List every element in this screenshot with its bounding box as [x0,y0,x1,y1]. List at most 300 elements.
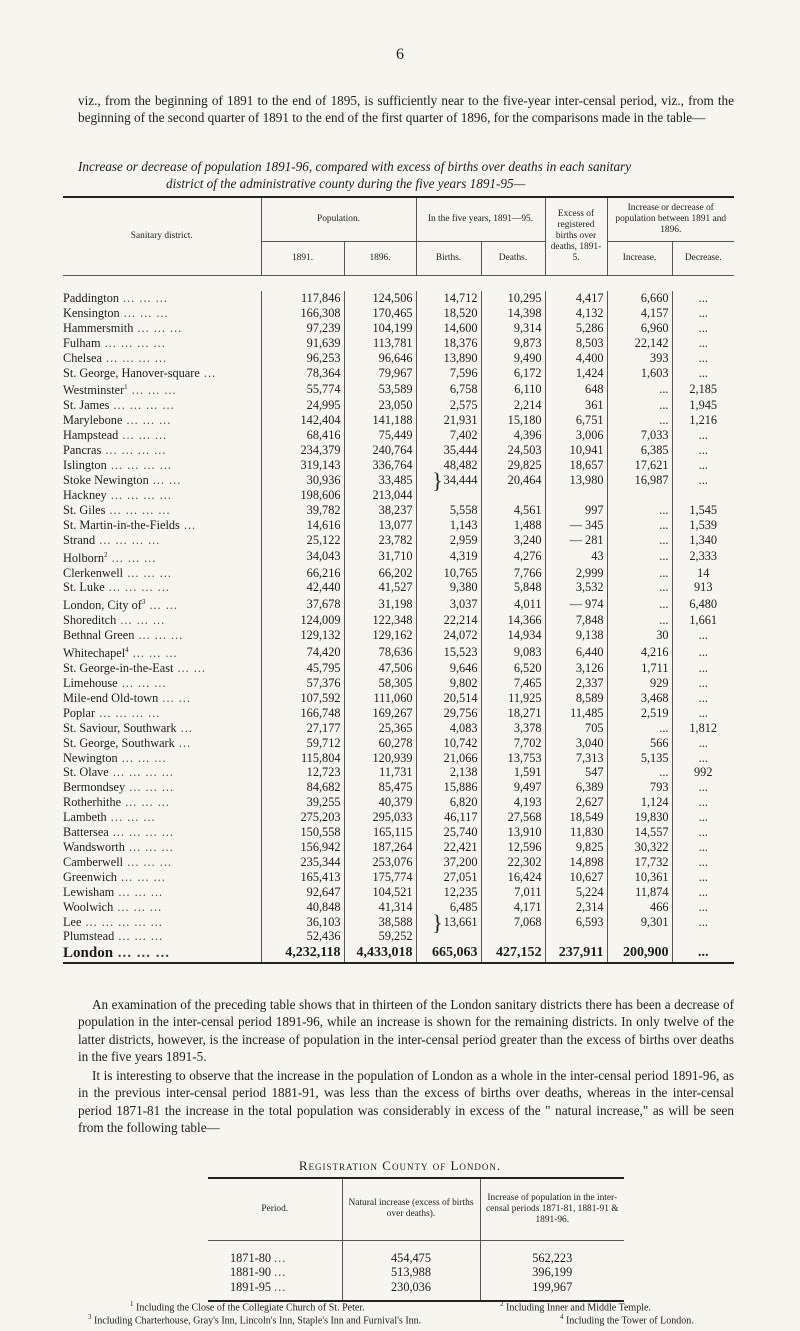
cell-inc: 14,557 [607,825,672,840]
district-name: Strand ... ... ... ... [63,532,161,547]
district-name: St. George, Southwark ... [63,735,192,750]
cell-p1896: 23,782 [344,533,416,548]
cell-deaths: 427,152 [481,944,545,963]
cell-births: }34,444 [416,473,481,488]
cell-deaths: 1,488 [481,518,545,533]
cell-excess: 5,224 [545,885,607,900]
district-name: Lewisham ... ... ... [63,884,164,899]
cell-excess: 5,286 [545,321,607,336]
header-1896: 1896. [344,241,416,275]
cell-inc: 929 [607,676,672,691]
cell-p1896: 120,939 [344,751,416,766]
cell-p1891: 40,848 [261,900,344,915]
cell-inc: 6,385 [607,443,672,458]
cell-deaths: 6,110 [481,380,545,398]
cell-excess: 10,941 [545,443,607,458]
cell-births: 18,376 [416,336,481,351]
cell-inc: 2,519 [607,706,672,721]
cell-excess: 7,313 [545,751,607,766]
cell-p1896: 13,077 [344,518,416,533]
cell-deaths [481,488,545,503]
cell-deaths: 6,172 [481,366,545,381]
table-row [63,458,734,473]
cell-inc: 10,361 [607,870,672,885]
cell-p1896: 122,348 [344,613,416,628]
cell-births: 24,072 [416,628,481,643]
cell-births: 10,765 [416,566,481,581]
table-row [63,795,734,810]
cell-p1896: 111,060 [344,691,416,706]
reg-period: 1881-90 ... [230,1265,287,1279]
cell-deaths: 1,591 [481,765,545,780]
cell-dec: ... [672,751,734,766]
district-name: Chelsea ... ... ... ... [63,350,168,365]
cell-dec: ... [672,306,734,321]
cell-births: 9,802 [416,676,481,691]
district-name: Rotherhithe ... ... ... [63,795,170,810]
cell-dec: ... [672,676,734,691]
cell-excess: 3,040 [545,736,607,751]
cell-excess: 8,503 [545,336,607,351]
cell-births: 2,575 [416,398,481,413]
cell-p1891: 124,009 [261,613,344,628]
cell-births: 6,820 [416,795,481,810]
cell-births: 4,319 [416,548,481,566]
cell-births: 35,444 [416,443,481,458]
table-row [63,929,734,944]
paragraph-examination: An examination of the preceding table shows that in thirteen of the London sanitary districts there has been a decrease of population in the inter-censal period 1891-96, while an increase is shown for the remaining districts. In only twelve of the latter districts, however, is the increase of population in the inter-censal period greater than the excess of births over deaths in the five years 1891-5. [78,997,734,1065]
cell-dec: 2,185 [672,380,734,398]
district-name: Whitechapel$^4$ ... ... ... [63,646,178,661]
cell-p1896: 165,115 [344,825,416,840]
cell-p1891: 52,436 [261,929,344,944]
cell-p1891: 156,942 [261,840,344,855]
reg-table-row [208,1240,624,1265]
cell-dec: ... [672,351,734,366]
cell-dec [672,488,734,503]
cell-excess: 6,593 [545,915,607,930]
district-name: Westminster$^1$ ... ... ... [63,383,177,398]
cell-births: 2,138 [416,765,481,780]
cell-p1891: 84,682 [261,780,344,795]
cell-p1896: 175,774 [344,870,416,885]
cell-dec: ... [672,628,734,643]
cell-deaths: 14,366 [481,613,545,628]
cell-p1891: 97,239 [261,321,344,336]
cell-dec: ... [672,915,734,930]
header-deaths: Deaths. [481,241,545,275]
cell-excess: 2,337 [545,676,607,691]
table-row [63,751,734,766]
cell-p1891: 4,232,118 [261,944,344,963]
district-name: Poplar ... ... ... ... [63,705,161,720]
cell-dec: ... [672,810,734,825]
cell-p1891: 42,440 [261,580,344,595]
cell-births: }13,661 [416,915,481,930]
cell-inc: 7,033 [607,428,672,443]
reg-period: 1871-80 ... [230,1250,287,1265]
cell-births: 665,063 [416,944,481,963]
cell-inc: ... [607,613,672,628]
cell-p1896: 60,278 [344,736,416,751]
cell-excess: 997 [545,503,607,518]
table-row [63,366,734,381]
cell-p1891: 275,203 [261,810,344,825]
cell-p1891: 74,420 [261,643,344,661]
table-row [63,643,734,661]
district-name: Shoreditch ... ... ... [63,613,166,628]
district-name: Pancras ... ... ... ... [63,443,167,458]
cell-excess: 9,825 [545,840,607,855]
cell-births: 5,558 [416,503,481,518]
cell-births: 14,712 [416,291,481,306]
cell-inc: ... [607,413,672,428]
cell-p1891: 166,748 [261,706,344,721]
header-population: Population. [261,197,416,241]
table-row [63,306,734,321]
cell-p1896: 113,781 [344,336,416,351]
registration-table-body [208,1240,624,1301]
cell-inc: 30 [607,628,672,643]
cell-dec: ... [672,780,734,795]
cell-births [416,929,481,944]
cell-births: 20,514 [416,691,481,706]
cell-p1891: 142,404 [261,413,344,428]
footnote-2: $^2$ Including Inner and Middle Temple. [500,1300,651,1314]
table-body [63,275,734,963]
cell-excess: 237,911 [545,944,607,963]
cell-p1896: 141,188 [344,413,416,428]
cell-dec [672,929,734,944]
cell-dec: 1,545 [672,503,734,518]
cell-deaths: 7,766 [481,566,545,581]
district-name: Wandsworth ... ... ... [63,840,174,854]
cell-inc: ... [607,533,672,548]
footnote-1: $^1$ Including the Close of the Collegiate Church of St. Peter. [130,1300,365,1314]
cell-p1896: 59,252 [344,929,416,944]
cell-excess: 361 [545,398,607,413]
cell-births: 2,959 [416,533,481,548]
footnote-4: $^4$ Including the Tower of London. [560,1313,694,1327]
cell-deaths: 12,596 [481,840,545,855]
cell-births: 10,742 [416,736,481,751]
cell-inc: ... [607,503,672,518]
cell-p1896: 47,506 [344,661,416,676]
district-name: Kensington ... ... ... [63,305,169,320]
cell-excess: 9,138 [545,628,607,643]
table-row [63,765,734,780]
cell-excess: 7,848 [545,613,607,628]
cell-dec: ... [672,870,734,885]
reg-natural: 513,988 [342,1265,480,1280]
cell-excess: 3,532 [545,580,607,595]
cell-births: 22,421 [416,840,481,855]
cell-p1891: 107,592 [261,691,344,706]
cell-inc: ... [607,548,672,566]
cell-inc: 6,960 [607,321,672,336]
cell-deaths [481,929,545,944]
cell-dec: ... [672,473,734,488]
cell-excess: 648 [545,380,607,398]
cell-births: 13,890 [416,351,481,366]
cell-excess [545,929,607,944]
district-name: Lee ... ... ... ... ... [63,914,163,929]
reg-header-period: Period. [208,1178,342,1240]
cell-excess: 2,999 [545,566,607,581]
cell-dec: ... [672,855,734,870]
cell-p1891: 165,413 [261,870,344,885]
table-row [63,503,734,518]
cell-p1896: 40,379 [344,795,416,810]
cell-p1896: 33,485 [344,473,416,488]
district-name: St. James ... ... ... ... [63,398,175,413]
paragraph-interesting: It is interesting to observe that the increase in the population of London as a whole in the inter-censal period 1891-96, as in the previous inter-censal period 1881-91, was less than the excess of births over deaths, whereas in the inter-censal period 1871-81 the increase in the total population was considerably in excess of the " natural increase," as will be seen from the following table— [78,1068,734,1136]
cell-births: 12,235 [416,885,481,900]
cell-inc: ... [607,765,672,780]
cell-deaths: 7,068 [481,915,545,930]
table-row [63,566,734,581]
registration-table-title: Registration County of London. [298,1158,502,1173]
cell-p1896: 336,764 [344,458,416,473]
cell-inc: ... [607,595,672,613]
cell-excess: 18,657 [545,458,607,473]
cell-deaths: 29,825 [481,458,545,473]
cell-p1891: 91,639 [261,336,344,351]
district-name: Greenwich ... ... ... [63,869,166,884]
reg-table-row [208,1265,624,1280]
district-name: Bethnal Green ... ... ... [63,628,184,643]
header-excess: Excess of registered births over deaths, 1891-5. [545,197,607,275]
cell-inc: 16,987 [607,473,672,488]
cell-inc: 11,874 [607,885,672,900]
cell-deaths: 7,011 [481,885,545,900]
table-row [63,413,734,428]
cell-p1891: 30,936 [261,473,344,488]
cell-dec: ... [672,291,734,306]
cell-inc: 393 [607,351,672,366]
district-name: Woolwich ... ... ... [63,899,163,914]
cell-p1896: 129,162 [344,628,416,643]
cell-births: 6,485 [416,900,481,915]
cell-inc: 5,135 [607,751,672,766]
cell-deaths: 11,925 [481,691,545,706]
cell-inc: 4,216 [607,643,672,661]
cell-excess: 13,980 [545,473,607,488]
cell-deaths: 2,214 [481,398,545,413]
cell-deaths: 18,271 [481,706,545,721]
table-row [63,676,734,691]
cell-excess: 6,751 [545,413,607,428]
header-1891: 1891. [261,241,344,275]
cell-p1896: 240,764 [344,443,416,458]
district-name: St. Olave ... ... ... ... [63,765,174,780]
cell-excess: 547 [545,765,607,780]
cell-dec: 1,945 [672,398,734,413]
district-name: St. George, Hanover-square ... [63,365,217,380]
cell-excess: 6,440 [545,643,607,661]
cell-p1896: 253,076 [344,855,416,870]
cell-inc: 200,900 [607,944,672,963]
district-name: Marylebone ... ... ... [63,413,172,428]
cell-deaths: 14,398 [481,306,545,321]
district-name: Limehouse ... ... ... [63,676,167,691]
cell-p1896: 96,646 [344,351,416,366]
cell-inc: 566 [607,736,672,751]
cell-p1891: 150,558 [261,825,344,840]
cell-births: 6,758 [416,380,481,398]
header-five-years: In the five years, 1891—95. [416,197,545,241]
cell-p1896: 66,202 [344,566,416,581]
cell-deaths: 4,011 [481,595,545,613]
table-row [63,691,734,706]
intro-paragraph: viz., from the beginning of 1891 to the end of 1895, is sufficiently near to the five-year inter-censal period, viz., from the beginning of the second quarter of 1891 to the end of the first quarter of 1896, for the comparisons made in the table— [78,93,734,126]
cell-dec: ... [672,443,734,458]
cell-deaths: 20,464 [481,473,545,488]
cell-births: 29,756 [416,706,481,721]
cell-births: 14,600 [416,321,481,336]
cell-excess: 43 [545,548,607,566]
district-name: Paddington ... ... ... [63,291,168,305]
cell-dec: ... [672,795,734,810]
cell-excess: 14,898 [545,855,607,870]
cell-inc: 6,660 [607,291,672,306]
cell-excess: — 345 [545,518,607,533]
cell-deaths: 6,520 [481,661,545,676]
cell-inc: 17,621 [607,458,672,473]
cell-dec: ... [672,706,734,721]
reg-header-increase: Increase of population in the inter-censal periods 1871-81, 1881-91 & 1891-96. [480,1178,624,1240]
cell-inc: 9,301 [607,915,672,930]
cell-p1891: 14,616 [261,518,344,533]
cell-excess: 11,485 [545,706,607,721]
cell-dec: ... [672,458,734,473]
cell-inc: 4,157 [607,306,672,321]
cell-p1896: 187,264 [344,840,416,855]
cell-excess: 10,627 [545,870,607,885]
cell-p1896: 169,267 [344,706,416,721]
cell-p1891: 115,804 [261,751,344,766]
cell-p1891: 27,177 [261,721,344,736]
district-name: Lambeth ... ... ... [63,810,156,825]
cell-dec: 992 [672,765,734,780]
table-row [63,661,734,676]
reg-increase: 199,967 [480,1280,624,1302]
cell-excess: 3,126 [545,661,607,676]
cell-inc: 793 [607,780,672,795]
cell-inc: 1,124 [607,795,672,810]
cell-inc: ... [607,380,672,398]
cell-excess: 3,006 [545,428,607,443]
table-row [63,548,734,566]
cell-deaths: 4,561 [481,503,545,518]
cell-p1891: 166,308 [261,306,344,321]
reg-header-natural: Natural increase (excess of births over deaths). [342,1178,480,1240]
caption-line-1: Increase or decrease of population 1891-96, compared with excess of births over deaths in each sanitary [78,159,632,174]
table-row [63,380,734,398]
cell-deaths: 3,378 [481,721,545,736]
table-row [63,473,734,488]
cell-deaths: 16,424 [481,870,545,885]
table-row [63,810,734,825]
header-inc-dec: Increase or decrease of population between 1891 and 1896. [607,197,734,241]
cell-p1896: 75,449 [344,428,416,443]
header-increase: Increase. [607,241,672,275]
cell-deaths: 9,497 [481,780,545,795]
table-row [63,855,734,870]
footnote-3: $^3$ Including Charterhouse, Gray's Inn, Lincoln's Inn, Staple's Inn and Furnival's Inn. [88,1313,422,1327]
cell-deaths: 4,193 [481,795,545,810]
cell-births: 7,596 [416,366,481,381]
cell-p1891: 37,678 [261,595,344,613]
cell-deaths: 4,396 [481,428,545,443]
cell-p1896: 41,527 [344,580,416,595]
cell-p1896: 124,506 [344,291,416,306]
cell-inc: ... [607,518,672,533]
cell-deaths: 9,490 [481,351,545,366]
header-district: Sanitary district. [63,197,261,275]
cell-births: 25,740 [416,825,481,840]
table-row [63,321,734,336]
cell-p1891: 12,723 [261,765,344,780]
cell-excess: 1,424 [545,366,607,381]
cell-dec: ... [672,428,734,443]
table-row [63,351,734,366]
header-births: Births. [416,241,481,275]
district-name: Stoke Newington ... ... [63,472,182,487]
table-row [63,721,734,736]
cell-dec: 1,340 [672,533,734,548]
cell-excess [545,488,607,503]
cell-p1891: 96,253 [261,351,344,366]
cell-p1896: 213,044 [344,488,416,503]
reg-natural: 454,475 [342,1240,480,1265]
cell-inc: ... [607,398,672,413]
cell-deaths: 10,295 [481,291,545,306]
cell-dec: ... [672,825,734,840]
cell-inc: 22,142 [607,336,672,351]
cell-p1891: 117,846 [261,291,344,306]
table-row [63,488,734,503]
cell-p1896: 295,033 [344,810,416,825]
district-name: Fulham ... ... ... ... [63,335,166,350]
district-name: Hammersmith ... ... ... [63,320,183,335]
cell-excess: 705 [545,721,607,736]
cell-p1891: 55,774 [261,380,344,398]
cell-dec: 2,333 [672,548,734,566]
cell-dec: ... [672,944,734,963]
table-row [63,628,734,643]
cell-inc: 19,830 [607,810,672,825]
cell-deaths: 9,314 [481,321,545,336]
cell-p1896: 58,305 [344,676,416,691]
cell-deaths: 27,568 [481,810,545,825]
cell-p1891: 235,344 [261,855,344,870]
cell-deaths: 9,083 [481,643,545,661]
table-row [63,736,734,751]
table-row [63,443,734,458]
cell-p1896: 25,365 [344,721,416,736]
cell-p1891: 198,606 [261,488,344,503]
cell-excess: 4,132 [545,306,607,321]
cell-deaths: 13,753 [481,751,545,766]
table-row [63,336,734,351]
cell-deaths: 3,240 [481,533,545,548]
cell-dec: 6,480 [672,595,734,613]
cell-dec: 1,216 [672,413,734,428]
district-name: St. Martin-in-the-Fields ... [63,517,197,532]
total-row [63,944,734,963]
cell-p1896: 31,710 [344,548,416,566]
